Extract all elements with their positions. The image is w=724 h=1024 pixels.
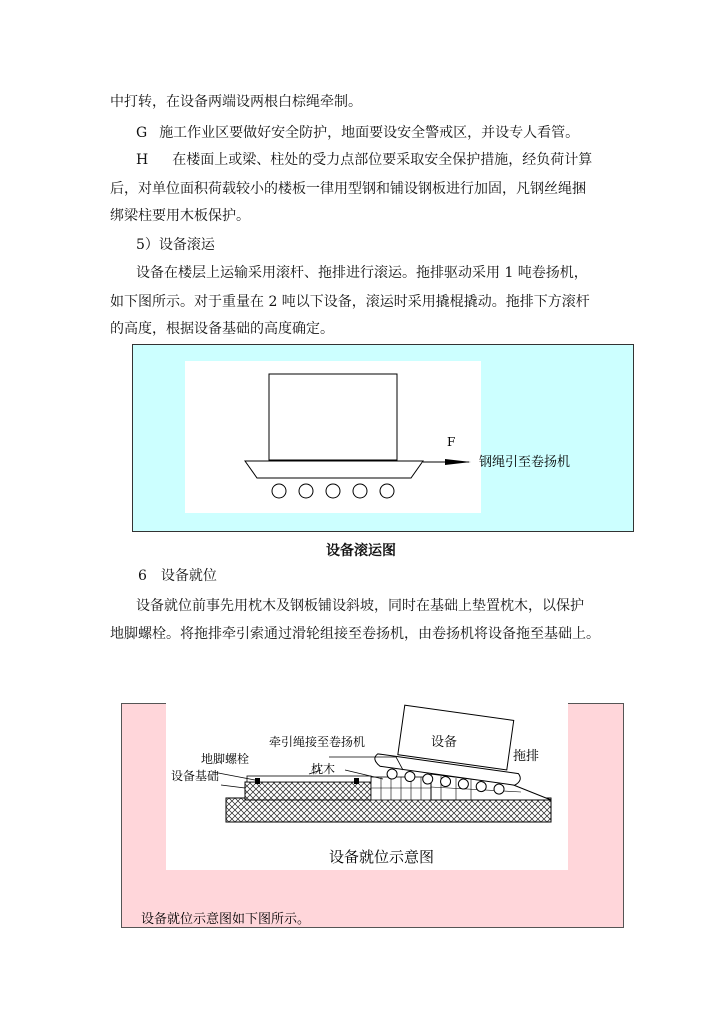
sleeper-grid: [371, 777, 431, 800]
section-6-heading: 6 设备就位: [138, 568, 217, 584]
foundation-block: [245, 782, 371, 800]
positioning-diagram: [121, 690, 624, 930]
roller: [380, 484, 394, 498]
sled-label: 拖排: [513, 749, 540, 764]
section-5-text-2: 如下图所示。对于重量在 2 吨以下设备，滚运时采用撬棍撬动。拖排下方滚杆: [110, 294, 590, 310]
anchor-bolt-left: [255, 778, 260, 784]
roller: [353, 484, 367, 498]
item-h-text-3: 绑梁柱要用木板保护。: [110, 208, 250, 224]
item-h-label: H: [136, 152, 149, 168]
rolling-diagram: [133, 345, 633, 531]
sleeper-top: [247, 776, 371, 782]
equipment-label: 设备: [431, 735, 458, 750]
rollers: [272, 484, 394, 498]
roller: [326, 484, 340, 498]
section-5-text-3: 的高度，根据设备基础的高度确定。: [110, 321, 334, 337]
rope-label: 钢绳引至卷扬机: [479, 455, 571, 470]
equipment-box: [269, 374, 397, 460]
item-h-text-1: 在楼面上或梁、柱处的受力点部位要采取安全保护措施，经负荷计算: [172, 152, 593, 168]
sleeper-label: 枕木: [311, 762, 336, 776]
traction-label: 牵引绳接至卷扬机: [269, 735, 366, 749]
figure-2-title: 设备就位示意图: [329, 848, 435, 866]
paragraph-continuation: 中打转，在设备两端设两根白棕绳牵制。: [110, 94, 362, 110]
item-g: [136, 125, 646, 141]
section-5-text-1: 设备在楼层上运输采用滚杆、拖排进行滚运。拖排驱动采用 1 吨卷扬机，: [136, 265, 588, 281]
roller: [299, 484, 313, 498]
item-g-text: 施工作业区要做好安全防护，地面要设安全警戒区，并设专人看管。: [159, 125, 580, 141]
section-5-heading: 5）设备滚运: [136, 237, 215, 253]
roller: [272, 484, 286, 498]
section-6-text-2: 地脚螺栓。将拖排牵引索通过滑轮组接至卷扬机，由卷扬机将设备拖至基础上。: [110, 626, 600, 642]
item-g-label: G: [136, 125, 148, 141]
foundation-label: 设备基础: [171, 769, 220, 783]
sled: [245, 461, 423, 478]
item-h: [136, 152, 646, 168]
figure-1-caption: 设备滚运图: [326, 543, 396, 559]
figure-2-bottom-caption: 设备就位示意图如下图所示。: [141, 912, 311, 927]
section-6-text-1: 设备就位前事先用枕木及钢板铺设斜坡，同时在基础上垫置枕木，以保护: [136, 598, 584, 614]
figure-rolling-transport: [132, 344, 634, 532]
anchor-bolt-label: 地脚螺栓: [201, 752, 250, 766]
item-h-text-2: 后，对单位面积荷载较小的楼板一律用型钢和铺设钢板进行加固，凡钢丝绳捆: [110, 181, 586, 197]
force-arrow: [445, 459, 471, 465]
ground-hatch: [226, 798, 551, 822]
force-label: F: [447, 435, 456, 449]
anchor-bolt-right: [354, 778, 359, 784]
